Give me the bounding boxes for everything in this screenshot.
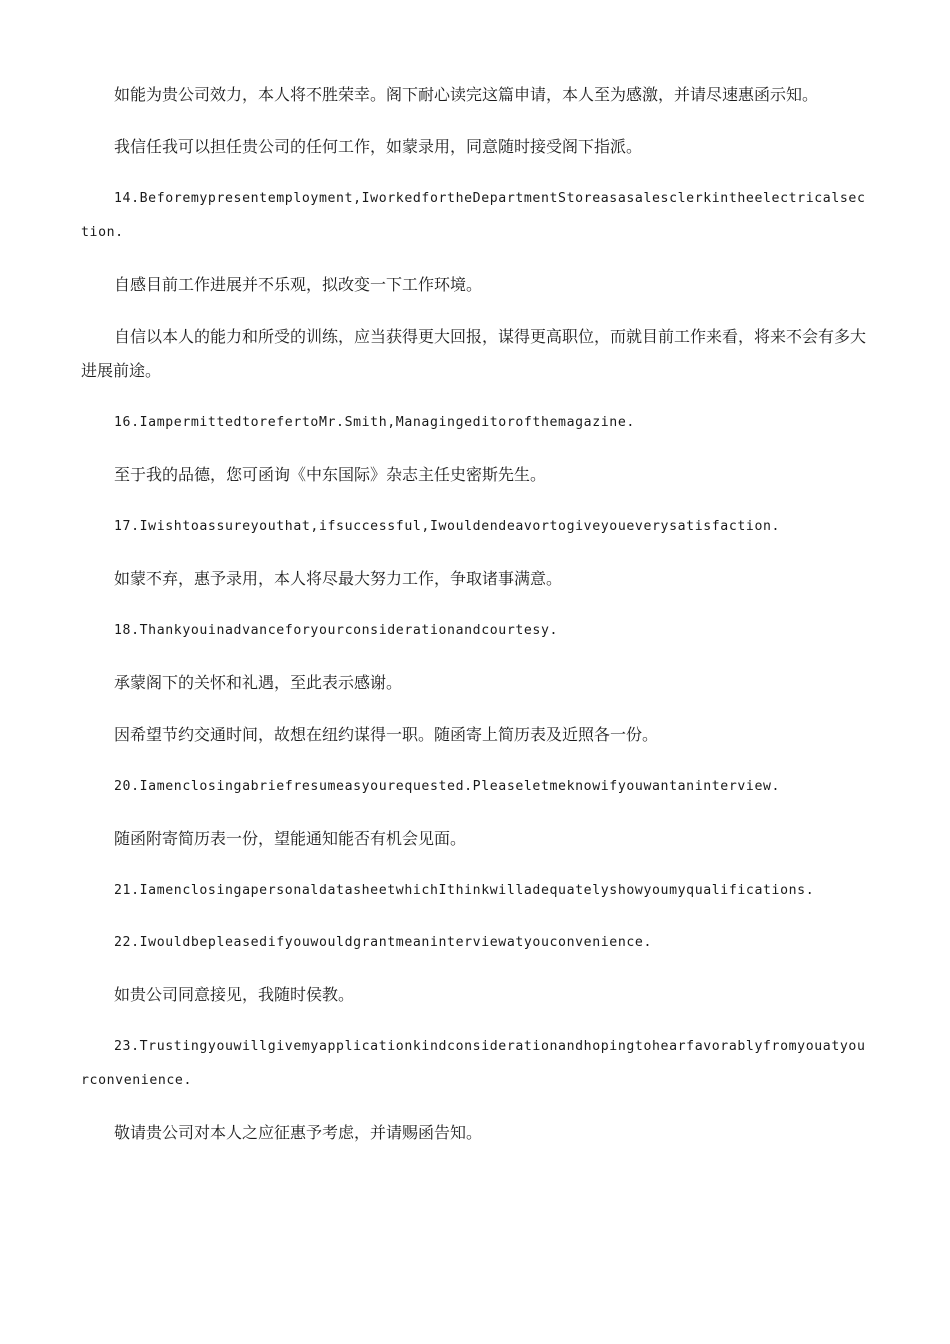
paragraph-zh: 至于我的品德，您可函询《中东国际》杂志主任史密斯先生。: [114, 465, 547, 484]
paragraph-zh: 自感目前工作进展并不乐观，拟改变一下工作环境。: [114, 275, 483, 294]
paragraph-zh: 因希望节约交通时间，故想在纽约谋得一职。随函寄上简历表及近照各一份。: [114, 725, 659, 744]
paragraph-en: 20.Iamenclosingabriefresumeasyourequested.Pleaseletmeknowifyouwantaninterview.: [114, 779, 781, 794]
paragraph-en: 14.Beforemypresentemployment,IworkedfortheDepartmentStoreasasalesclerkintheelectricalsection.: [81, 191, 866, 240]
paragraph-en: 16.IampermittedtorefertoMr.Smith,Managingeditorofthemagazine.: [114, 415, 635, 430]
paragraph-zh: 如贵公司同意接见，我随时侯教。: [114, 985, 355, 1004]
paragraph-zh: 敬请贵公司对本人之应征惠予考虑，并请赐函告知。: [114, 1123, 483, 1142]
paragraph-zh: 我信任我可以担任贵公司的任何工作，如蒙录用，同意随时接受阁下指派。: [114, 137, 643, 156]
paragraph-en: 18.Thankyouinadvanceforyourconsiderationandcourtesy.: [114, 623, 559, 638]
paragraph-en: 22.Iwouldbepleasedifyouwouldgrantmeaninterviewatyouconvenience.: [114, 935, 652, 950]
paragraph-zh: 随函附寄简历表一份，望能通知能否有机会见面。: [114, 829, 467, 848]
paragraph-en: 23.Trustingyouwillgivemyapplicationkindconsiderationandhopingtohearfavorablyfromyouatyourconvenience.: [81, 1039, 866, 1088]
paragraph-zh: 如能为贵公司效力，本人将不胜荣幸。阁下耐心读完这篇申请，本人至为感激，并请尽速惠函示知。: [114, 85, 819, 104]
paragraph-zh: 自信以本人的能力和所受的训练，应当获得更大回报，谋得更高职位，而就目前工作来看，将来不会有多大进展前途。: [81, 327, 867, 380]
paragraph-en: 21.IamenclosingapersonaldatasheetwhichIthinkwilladequatelyshowyoumyqualifications.: [114, 883, 815, 898]
paragraph-zh: 如蒙不弃，惠予录用，本人将尽最大努力工作，争取诸事满意。: [114, 569, 563, 588]
document-body: [81, 78, 867, 1168]
paragraph-en: 17.Iwishtoassureyouthat,ifsuccessful,Iwouldendeavortogiveyoueverysatisfaction.: [114, 519, 781, 534]
paragraph-zh: 承蒙阁下的关怀和礼遇，至此表示感谢。: [114, 673, 403, 692]
